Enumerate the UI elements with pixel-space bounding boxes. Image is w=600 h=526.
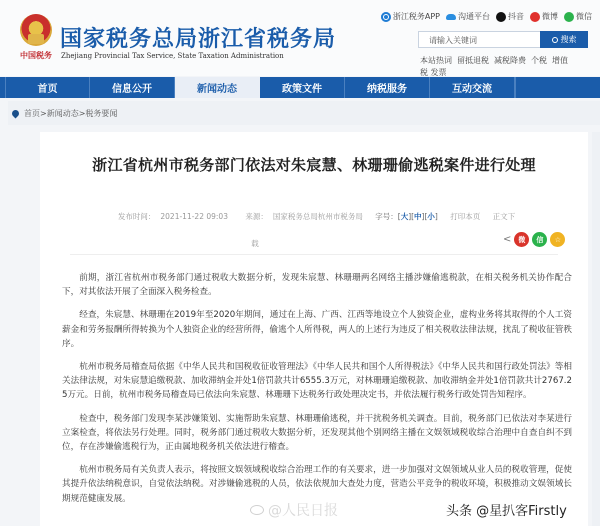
breadcrumb — [8, 101, 600, 125]
nav-policy-documents[interactable]: 政策文件 — [260, 77, 345, 98]
font-size-controls: 字号：[大][中][小] — [375, 212, 438, 221]
weibo-share-icon[interactable]: 微 — [514, 232, 529, 247]
hotword-link[interactable]: 增值 — [552, 56, 568, 65]
hotwords-label: 本站热词 — [420, 56, 452, 65]
source-label: 来源： — [245, 212, 268, 221]
nav-info-disclosure[interactable]: 信息公开 — [90, 77, 175, 98]
quicklink-weibo[interactable] — [530, 11, 558, 22]
article-panel — [40, 132, 588, 526]
app-icon — [381, 12, 391, 22]
quicklink-label: 沟通平台 — [458, 12, 490, 21]
hotword-link[interactable]: 留抵退税 — [457, 56, 489, 65]
hotword-link[interactable]: 个税 — [531, 56, 547, 65]
article-meta — [40, 211, 588, 222]
quicklink-label: 抖音 — [508, 12, 524, 21]
breadcrumb-path[interactable]: 首页>新闻动态>税务要闻 — [24, 108, 118, 118]
divider — [70, 254, 558, 255]
site-header — [0, 0, 600, 76]
search-button-label: 搜索 — [560, 35, 577, 44]
publish-time: 2021-11-22 09:03 — [160, 212, 228, 221]
nav-home[interactable]: 首页 — [5, 77, 90, 98]
hotword-link[interactable]: 税 发票 — [420, 68, 447, 77]
site-logo[interactable] — [14, 12, 58, 64]
source-watermark — [250, 500, 338, 520]
article-paragraph: 前期，浙江省杭州市税务部门通过税收大数据分析，发现朱宸慧、林珊珊两名网络主播涉嫌偷逃税款，在相关税务机关协作配合下，对其依法开展了全面深入税务检查。 — [62, 273, 572, 298]
weibo-icon — [530, 12, 540, 22]
wechat-share-icon[interactable]: 信 — [532, 232, 547, 247]
nav-news[interactable]: 新闻动态 — [175, 77, 260, 98]
location-pin-icon — [11, 108, 21, 118]
share-icon: < — [503, 234, 512, 245]
download-link-wrap[interactable]: 载 — [251, 239, 259, 248]
nav-interaction[interactable]: 互动交流 — [430, 77, 515, 98]
logo-tagline: 中国税务 — [20, 50, 52, 60]
source-name: 国家税务总局杭州市税务局 — [272, 212, 363, 221]
search-icon — [552, 37, 558, 43]
quicklink-label: 浙江税务APP — [392, 12, 440, 21]
quicklinks — [381, 11, 592, 22]
quicklink-douyin[interactable] — [496, 11, 524, 22]
article-paragraph: 杭州市税务局稽查局依据《中华人民共和国税收征收管理法》《中华人民共和国个人所得税法》《中华人民共和国行政处罚法》等相关法律法规，对朱宸慧追缴税款、加收滞纳金并处1倍罚款共计6555.3万元，对林珊珊追缴税款、加收滞纳金并处1倍罚款共计2767.25万元。日前，杭州市税务局稽查局已依法向朱宸慧、林珊珊下达税务行政处理决定书，并依法履行税务行政处罚告知程序。 — [62, 362, 572, 401]
site-subtitle: Zhejiang Provincial Tax Service, State Taxation Administration — [61, 52, 284, 60]
nav-spacer — [515, 77, 600, 98]
search-button[interactable] — [540, 31, 588, 48]
page-edge — [592, 132, 600, 526]
platform-watermark: 头条 @星扒客Firstly — [446, 504, 567, 519]
quicklink-wechat[interactable] — [564, 11, 592, 22]
quicklink-label: 微博 — [542, 12, 558, 21]
article-paragraph: 检查中，税务部门发现李某涉嫌策划、实施帮助朱宸慧、林珊珊偷逃税，并干扰税务机关调查。目前，税务部门已依法对李某进行立案检查，将依法另行处理。同时，税务部门通过税收大数据分析，还发现其他个别网络主播在文娱领域税收综合治理中自查自纠不到位，存在涉嫌偷逃税行为，正由属地税务机关依法进行稽查。 — [62, 413, 572, 453]
search-input[interactable]: 请输入关键词 — [418, 31, 558, 48]
font-size-label: 字号： — [375, 212, 398, 221]
font-medium-button[interactable]: 中 — [414, 212, 422, 221]
cloud-icon — [446, 14, 456, 20]
publish-label: 发布时间： — [117, 212, 156, 221]
national-emblem-icon — [20, 14, 52, 46]
font-large-button[interactable]: 大 — [400, 212, 409, 221]
download-link[interactable]: 正文下 — [492, 212, 516, 221]
print-link[interactable]: 打印本页 — [450, 212, 481, 221]
nav-tax-services[interactable]: 纳税服务 — [345, 77, 430, 98]
article-paragraph: 杭州市税务局有关负责人表示，将按照文娱领域税收综合治理工作的有关要求，进一步加强对文娱领域从业人员的税收管理，促使其提升依法纳税意识，自觉依法纳税。对涉嫌偷逃税的人员，依法依规加大查处力度，营造公平竞争的税收环境，积极推动文娱领域长期规范健康发展。 — [62, 465, 572, 504]
article-title: 浙江省杭州市税务部门依法对朱宸慧、林珊珊偷逃税案件进行处理 — [92, 156, 536, 174]
quicklink-app[interactable] — [381, 11, 440, 22]
douyin-icon — [496, 12, 506, 22]
share-bar — [503, 232, 565, 247]
main-nav — [0, 77, 600, 98]
source-watermark-text: @人民日报 — [268, 503, 338, 519]
hot-keywords — [420, 55, 568, 77]
font-small-button[interactable]: 小 — [427, 212, 435, 221]
weibo-watermark-icon — [250, 505, 264, 515]
favorite-icon[interactable]: ☆ — [550, 232, 565, 247]
article-body — [62, 271, 572, 515]
article-paragraph: 经查，朱宸慧、林珊珊在2019年至2020年期间，通过在上海、广西、江西等地设立个人独资企业，虚构业务将其取得的个人工资薪金和劳务报酬所得转换为个人独资企业的经营所得，偷逃个人所得税，两人的上述行为违反了相关税收法律法规，扰乱了税收征管秩序。 — [62, 310, 572, 349]
quicklink-label: 微信 — [576, 12, 592, 21]
hotword-link[interactable]: 减税降费 — [494, 56, 526, 65]
quicklink-platform[interactable] — [446, 11, 490, 22]
site-title[interactable]: 国家税务总局浙江省税务局 — [60, 27, 337, 52]
wechat-icon — [564, 12, 574, 22]
